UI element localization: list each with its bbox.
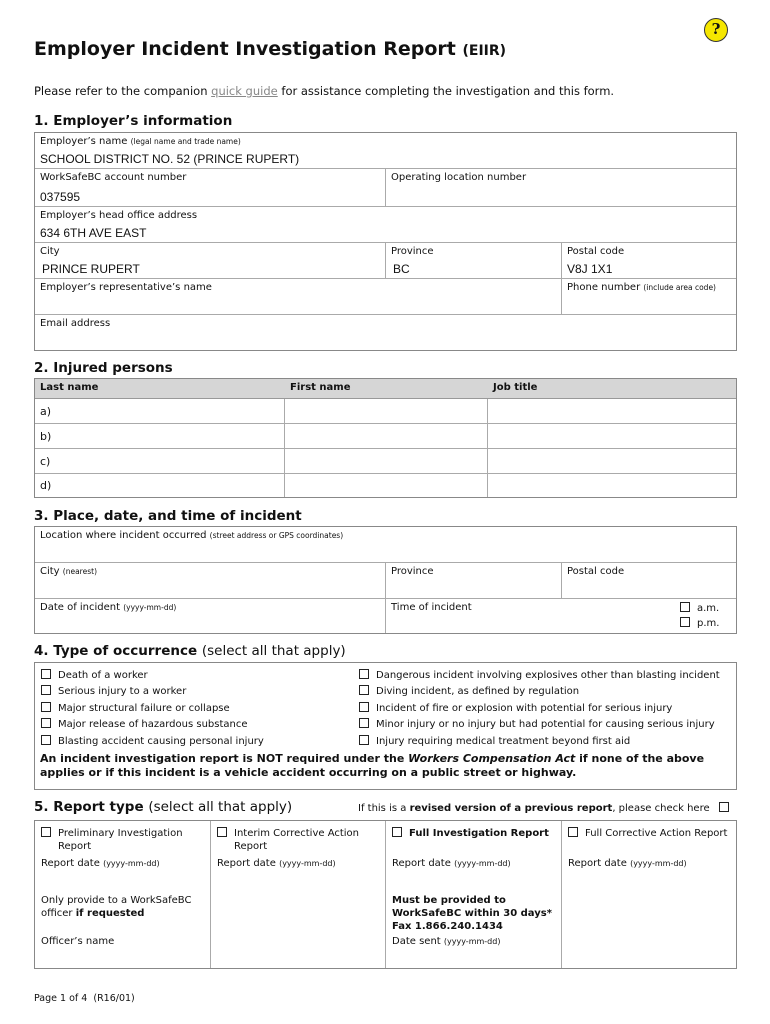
am-checkbox[interactable]: a.m.: [680, 602, 719, 614]
city-field[interactable]: City PRINCE RUPERT: [35, 243, 386, 279]
occurrence-checkbox[interactable]: Major structural failure or collapse: [41, 702, 230, 714]
report-date-label: Report date (yyyy-mm-dd): [41, 858, 160, 869]
last-name-input[interactable]: [35, 449, 285, 473]
report-type-box: [34, 820, 737, 969]
incident-city-field[interactable]: City (nearest): [35, 563, 386, 599]
report-date-label: Report date (yyyy-mm-dd): [568, 858, 687, 869]
officer-name-label: Officer’s name: [41, 936, 115, 947]
submission-note: Must be provided to WorkSafeBC within 30 days* Fax 1.866.240.1434: [392, 895, 552, 932]
interim-checkbox[interactable]: Interim Corrective Action Report: [217, 827, 359, 853]
occurrence-checkbox[interactable]: Minor injury or no injury but had potential for causing serious injury: [359, 718, 715, 730]
job-title-input[interactable]: [488, 424, 736, 448]
location-field[interactable]: Location where incident occurred (street address or GPS coordinates): [35, 527, 736, 563]
page-footer: Page 1 of 4 (R16/01): [34, 993, 135, 1004]
last-name-input[interactable]: [35, 424, 285, 448]
section-3-heading: 3. Place, date, and time of incident: [34, 508, 302, 524]
page-title: Employer Incident Investigation Report (EIIR): [34, 38, 507, 60]
column-header: Job title: [493, 382, 538, 393]
phone-field[interactable]: Phone number (include area code): [562, 279, 736, 315]
report-date-label: Report date (yyyy-mm-dd): [392, 858, 511, 869]
table-header: [35, 379, 736, 399]
occurrence-checkbox[interactable]: Injury requiring medical treatment beyond first aid: [359, 735, 630, 747]
table-row: c): [35, 449, 736, 474]
column-header: Last name: [40, 382, 99, 393]
job-title-input[interactable]: [488, 449, 736, 473]
last-name-input[interactable]: [35, 474, 285, 497]
first-name-input[interactable]: [285, 424, 488, 448]
first-name-input[interactable]: [285, 449, 488, 473]
section-2-heading: 2. Injured persons: [34, 360, 173, 376]
full-corrective-checkbox[interactable]: Full Corrective Action Report: [568, 827, 727, 840]
occurrence-checkbox[interactable]: Major release of hazardous substance: [41, 718, 248, 730]
quick-guide-link[interactable]: quick guide: [211, 84, 278, 98]
first-name-input[interactable]: [285, 399, 488, 423]
province-field[interactable]: Province BC: [386, 243, 562, 279]
preliminary-report-column: [35, 821, 211, 968]
revised-checkbox[interactable]: [719, 802, 729, 812]
occurrence-checkbox[interactable]: Incident of fire or explosion with potential for serious injury: [359, 702, 672, 714]
occurrence-checkbox[interactable]: Serious injury to a worker: [41, 685, 186, 697]
column-header: First name: [290, 382, 351, 393]
last-name-input[interactable]: [35, 399, 285, 423]
occurrence-checkbox[interactable]: Death of a worker: [41, 669, 148, 681]
incident-time-field[interactable]: Time of incident a.m. p.m.: [391, 602, 720, 629]
pm-checkbox[interactable]: p.m.: [680, 617, 719, 629]
only-provide-note: Only provide to a WorkSafeBC officer if requested: [41, 895, 192, 919]
full-investigation-column: [386, 821, 562, 968]
operating-location-field[interactable]: Operating location number: [386, 169, 736, 207]
interim-report-column: [211, 821, 386, 968]
notice-text: An incident investigation report is NOT required under the Workers Compensation Act if none of the above applies or if this incident is a vehicle accident occurring on a public street or highway.: [40, 752, 705, 779]
intro-text: Please refer to the companion quick guide for assistance completing the investigation and this form.: [34, 84, 615, 98]
job-title-input[interactable]: [488, 474, 736, 497]
question-icon[interactable]: ?: [704, 18, 728, 42]
full-corrective-column: [562, 821, 736, 968]
table-row: d): [35, 474, 736, 497]
revised-version-note: If this is a revised version of a previous report, please check here: [358, 802, 729, 814]
occurrence-checkbox[interactable]: Dangerous incident involving explosives other than blasting incident: [359, 669, 720, 681]
employer-info-box: [34, 132, 737, 351]
postal-code-field[interactable]: Postal code V8J 1X1: [562, 243, 736, 279]
incident-postal-field[interactable]: Postal code: [562, 563, 736, 599]
full-investigation-checkbox[interactable]: Full Investigation Report: [392, 827, 549, 840]
preliminary-checkbox[interactable]: Preliminary Investigation Report: [41, 827, 183, 853]
section-5-heading: 5. Report type (select all that apply): [34, 799, 293, 815]
section-4-heading: 4. Type of occurrence (select all that apply): [34, 643, 346, 659]
employer-name-field[interactable]: Employer’s name (legal name and trade name) SCHOOL DISTRICT NO. 52 (PRINCE RUPERT): [35, 133, 736, 169]
incident-province-field[interactable]: Province: [386, 563, 562, 599]
title-abbrev: (EIIR): [462, 43, 507, 59]
table-row: a): [35, 399, 736, 424]
section-1-heading: 1. Employer’s information: [34, 113, 233, 129]
first-name-input[interactable]: [285, 474, 488, 497]
email-field[interactable]: Email address: [40, 318, 111, 329]
occurrence-checkbox[interactable]: Blasting accident causing personal injury: [41, 735, 264, 747]
injured-persons-table: [34, 378, 737, 498]
date-sent-label: Date sent (yyyy-mm-dd): [392, 936, 501, 947]
incident-place-box: [34, 526, 737, 634]
report-date-label: Report date (yyyy-mm-dd): [217, 858, 336, 869]
head-office-field[interactable]: Employer’s head office address 634 6TH AVE EAST: [35, 207, 736, 243]
incident-date-field[interactable]: Date of incident (yyyy-mm-dd): [35, 599, 386, 633]
occurrence-checkbox[interactable]: Diving incident, as defined by regulation: [359, 685, 579, 697]
account-number-field[interactable]: WorkSafeBC account number 037595: [35, 169, 386, 207]
job-title-input[interactable]: [488, 399, 736, 423]
table-row: b): [35, 424, 736, 449]
representative-field[interactable]: Employer’s representative’s name: [35, 279, 562, 315]
